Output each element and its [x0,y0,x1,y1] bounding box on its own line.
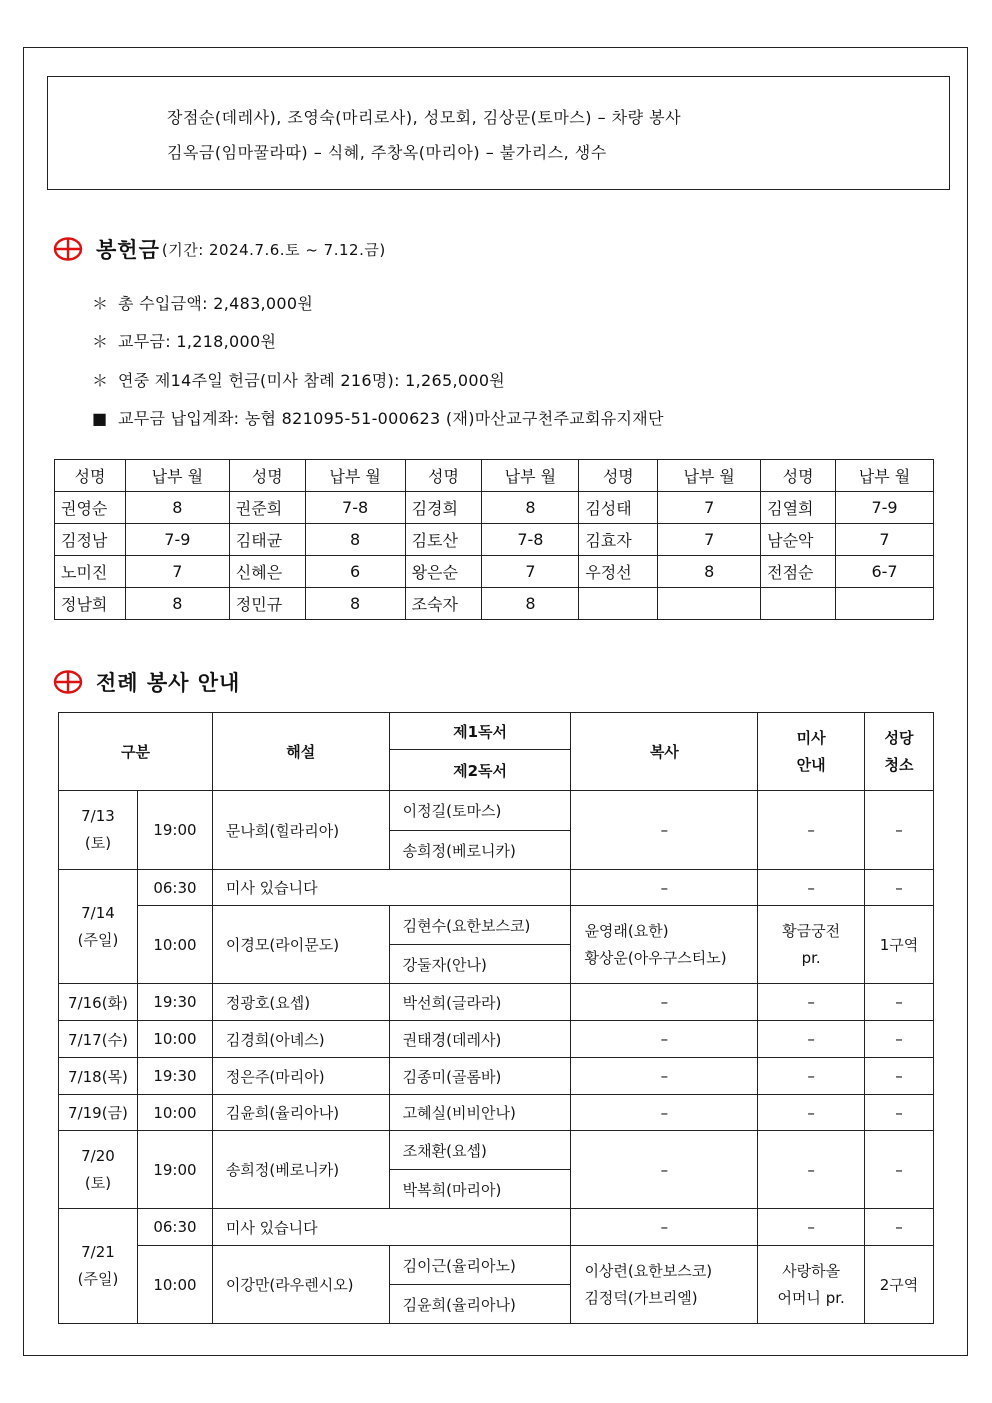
header-name: 성명 [229,460,305,492]
header-month: 납부 월 [305,460,405,492]
usher-cell: – [758,984,865,1021]
commentary-cell: 정은주(마리아) [212,1058,389,1095]
commentary-cell: 이경모(라이문도) [212,906,389,984]
cell-month: 8 [482,588,579,620]
server-cell [571,906,758,984]
table-row [59,1021,934,1058]
server-name: 황상운(아우구스티노) [584,948,727,967]
server-name: 이상련(요한보스코) [584,1261,713,1280]
day: (토) [84,1173,112,1192]
table-row [55,556,934,588]
cell-name: 권준희 [229,492,305,524]
cell-name: 김정남 [55,524,126,556]
cell-month: 8 [305,524,405,556]
time-cell: 19:00 [137,791,212,870]
reader1-cell: 고혜실(비비안나) [389,1095,571,1131]
date: 7/14 [81,903,115,922]
date: 7/13 [81,807,115,825]
cleaning-cell: – [865,984,934,1021]
cell-name: 전점순 [761,556,836,588]
date: 7/21 [81,1243,115,1261]
cell-name: 김열희 [761,492,836,524]
header-usher-l2: 안내 [796,755,826,774]
header-name: 성명 [761,460,836,492]
commentary-cell: 이강만(라우렌시오) [212,1246,389,1324]
table-row [55,524,934,556]
mass-note: 미사 있습니다 [212,1209,571,1246]
cell-name [579,588,658,620]
commentary-cell: 문나희(힐라리아) [212,791,389,870]
reader1-cell: 김이근(율리아노) [389,1246,571,1285]
cell-name: 조숙자 [405,588,482,620]
cell-month [836,588,934,620]
usher-name: 어머니 pr. [777,1288,845,1307]
usher-cell: – [758,870,865,906]
cell-month: 7 [482,556,579,588]
cell-month: 8 [482,492,579,524]
cell-month: 8 [305,588,405,620]
parish-due: 교무금: 1,218,000원 [118,332,277,351]
cell-name: 정민규 [229,588,305,620]
cleaning-cell: – [865,1021,934,1058]
header-name: 성명 [405,460,482,492]
server-cell: – [571,1021,758,1058]
donation-line [92,406,664,429]
header-server: 복사 [571,713,758,791]
time-cell: 19:30 [137,1058,212,1095]
bank-account: 교무금 납입계좌: 농협 821095-51-000623 (재)마산교구천주교회유지재단 [118,409,664,428]
cell-month [658,588,761,620]
cell-name: 김경희 [405,492,482,524]
header-month: 납부 월 [482,460,579,492]
bullet-mark: ＊ [92,371,109,390]
cell-name: 노미진 [55,556,126,588]
server-cell: – [571,1131,758,1209]
server-cell [571,1246,758,1324]
reader2-cell: 박복희(마리아) [389,1170,571,1209]
table-row [59,1209,934,1246]
server-cell: – [571,1095,758,1131]
header-commentary: 해설 [212,713,389,791]
usher-cell: – [758,1021,865,1058]
table-row [59,870,934,906]
usher-cell: – [758,1131,865,1209]
header-name: 성명 [55,460,126,492]
day: (토) [84,834,112,852]
cleaning-cell: 2구역 [865,1246,934,1324]
table-row [55,588,934,620]
donation-line [92,329,276,352]
cell-name: 김성태 [579,492,658,524]
server-cell: – [571,791,758,870]
cross-circle-icon [53,237,83,261]
table-row [59,1246,934,1285]
total-income: 총 수입금액: 2,483,000원 [118,294,314,313]
table-row [59,906,934,945]
bullet-mark: ■ [92,409,108,428]
reader1-cell: 조채환(요셉) [389,1131,571,1170]
header-reader2: 제2독서 [389,750,571,791]
usher-cell: – [758,1058,865,1095]
cell-name [761,588,836,620]
liturgy-table [58,712,934,1324]
day: (주일) [77,930,119,949]
date-cell: 7/19(금) [59,1095,138,1131]
time-cell: 06:30 [137,870,212,906]
table-row [55,492,934,524]
cell-month: 7 [836,524,934,556]
commentary-cell: 김윤희(율리아나) [212,1095,389,1131]
time-cell: 06:30 [137,1209,212,1246]
cross-circle-icon [53,670,83,694]
table-header-row [55,460,934,492]
cleaning-cell: – [865,1095,934,1131]
header-month: 납부 월 [658,460,761,492]
cell-month: 6 [305,556,405,588]
table-row [59,1131,934,1170]
day: (주일) [77,1270,119,1288]
header-cleaning [865,713,934,791]
cleaning-cell: – [865,1209,934,1246]
table-row [59,791,934,831]
server-name: 김정덕(가브리엘) [584,1288,698,1307]
cell-name: 남순악 [761,524,836,556]
time-cell: 10:00 [137,1095,212,1131]
usher-cell: – [758,791,865,870]
sunday-offering: 연중 제14주일 헌금(미사 참례 216명): 1,265,000원 [118,371,506,390]
cell-month: 7-8 [305,492,405,524]
date-cell [59,1209,138,1324]
cell-month: 7 [658,524,761,556]
cell-month: 7 [125,556,229,588]
reader2-cell: 김윤희(율리아나) [389,1285,571,1324]
date-cell: 7/18(목) [59,1058,138,1095]
mass-note: 미사 있습니다 [212,870,571,906]
date-cell [59,1131,138,1209]
donation-table [54,459,934,620]
usher-name: 황금궁전 [782,921,841,940]
server-cell: – [571,870,758,906]
donation-title: 봉헌금 [96,238,160,262]
header-month: 납부 월 [125,460,229,492]
table-header-row [59,713,934,750]
cleaning-cell: – [865,1058,934,1095]
time-cell: 19:00 [137,1131,212,1209]
header-usher [758,713,865,791]
commentary-cell: 김경희(아녜스) [212,1021,389,1058]
commentary-cell: 송희정(베로니카) [212,1131,389,1209]
notice-line-1: 장점순(데레사), 조영숙(마리로사), 성모회, 김상문(토마스) – 차량 봉사 [167,108,682,127]
cell-name: 권영순 [55,492,126,524]
header-usher-l1: 미사 [796,728,826,747]
cell-month: 8 [125,588,229,620]
cleaning-cell: – [865,1131,934,1209]
cell-name: 김토산 [405,524,482,556]
cell-month: 7-8 [482,524,579,556]
usher-cell [758,1246,865,1324]
cell-name: 왕은순 [405,556,482,588]
donation-header [53,236,386,262]
usher-name: 사랑하올 [782,1261,841,1280]
usher-cell: – [758,1209,865,1246]
cell-month: 6-7 [836,556,934,588]
server-cell: – [571,1058,758,1095]
notice-box [47,76,950,190]
liturgy-header [53,669,240,695]
header-clean-l1: 성당 [884,728,914,747]
header-category: 구분 [59,713,213,791]
cell-month: 8 [125,492,229,524]
cell-month: 7-9 [836,492,934,524]
reader2-cell: 강둘자(안나) [389,945,571,984]
cleaning-cell: – [865,870,934,906]
usher-name: pr. [801,948,821,967]
cleaning-cell: – [865,791,934,870]
date-cell [59,870,138,984]
server-cell: – [571,1209,758,1246]
date: 7/20 [81,1146,115,1165]
header-month: 납부 월 [836,460,934,492]
liturgy-title: 전례 봉사 안내 [96,671,241,695]
donation-line [92,368,505,391]
server-name: 윤영래(요한) [584,921,669,940]
donation-period: (기간: 2024.7.6.토 ~ 7.12.금) [161,240,386,259]
reader2-cell: 송희정(베로니카) [389,831,571,870]
donation-line [92,291,313,314]
time-cell: 19:30 [137,984,212,1021]
header-name: 성명 [579,460,658,492]
server-cell: – [571,984,758,1021]
cell-name: 신혜은 [229,556,305,588]
usher-cell [758,906,865,984]
usher-cell: – [758,1095,865,1131]
cell-name: 정남희 [55,588,126,620]
cell-name: 우정선 [579,556,658,588]
reader1-cell: 권태경(데레사) [389,1021,571,1058]
table-row [59,984,934,1021]
date-cell: 7/17(수) [59,1021,138,1058]
table-row [59,1095,934,1131]
bullet-mark: ＊ [92,294,109,313]
cell-month: 8 [658,556,761,588]
time-cell: 10:00 [137,1246,212,1324]
reader1-cell: 김종미(골롬바) [389,1058,571,1095]
cell-name: 김효자 [579,524,658,556]
bullet-mark: ＊ [92,332,109,351]
date-cell [59,791,138,870]
date-cell: 7/16(화) [59,984,138,1021]
table-row [59,1058,934,1095]
header-clean-l2: 청소 [884,755,914,774]
notice-line-2: 김옥금(임마꿀라따) – 식혜, 주창옥(마리아) – 불가리스, 생수 [167,143,607,162]
time-cell: 10:00 [137,906,212,984]
commentary-cell: 정광호(요셉) [212,984,389,1021]
reader1-cell: 이정길(토마스) [389,791,571,831]
reader1-cell: 김현수(요한보스코) [389,906,571,945]
cell-name: 김태균 [229,524,305,556]
reader1-cell: 박선희(글라라) [389,984,571,1021]
time-cell: 10:00 [137,1021,212,1058]
header-reader1: 제1독서 [389,713,571,750]
cleaning-cell: 1구역 [865,906,934,984]
cell-month: 7 [658,492,761,524]
cell-month: 7-9 [125,524,229,556]
